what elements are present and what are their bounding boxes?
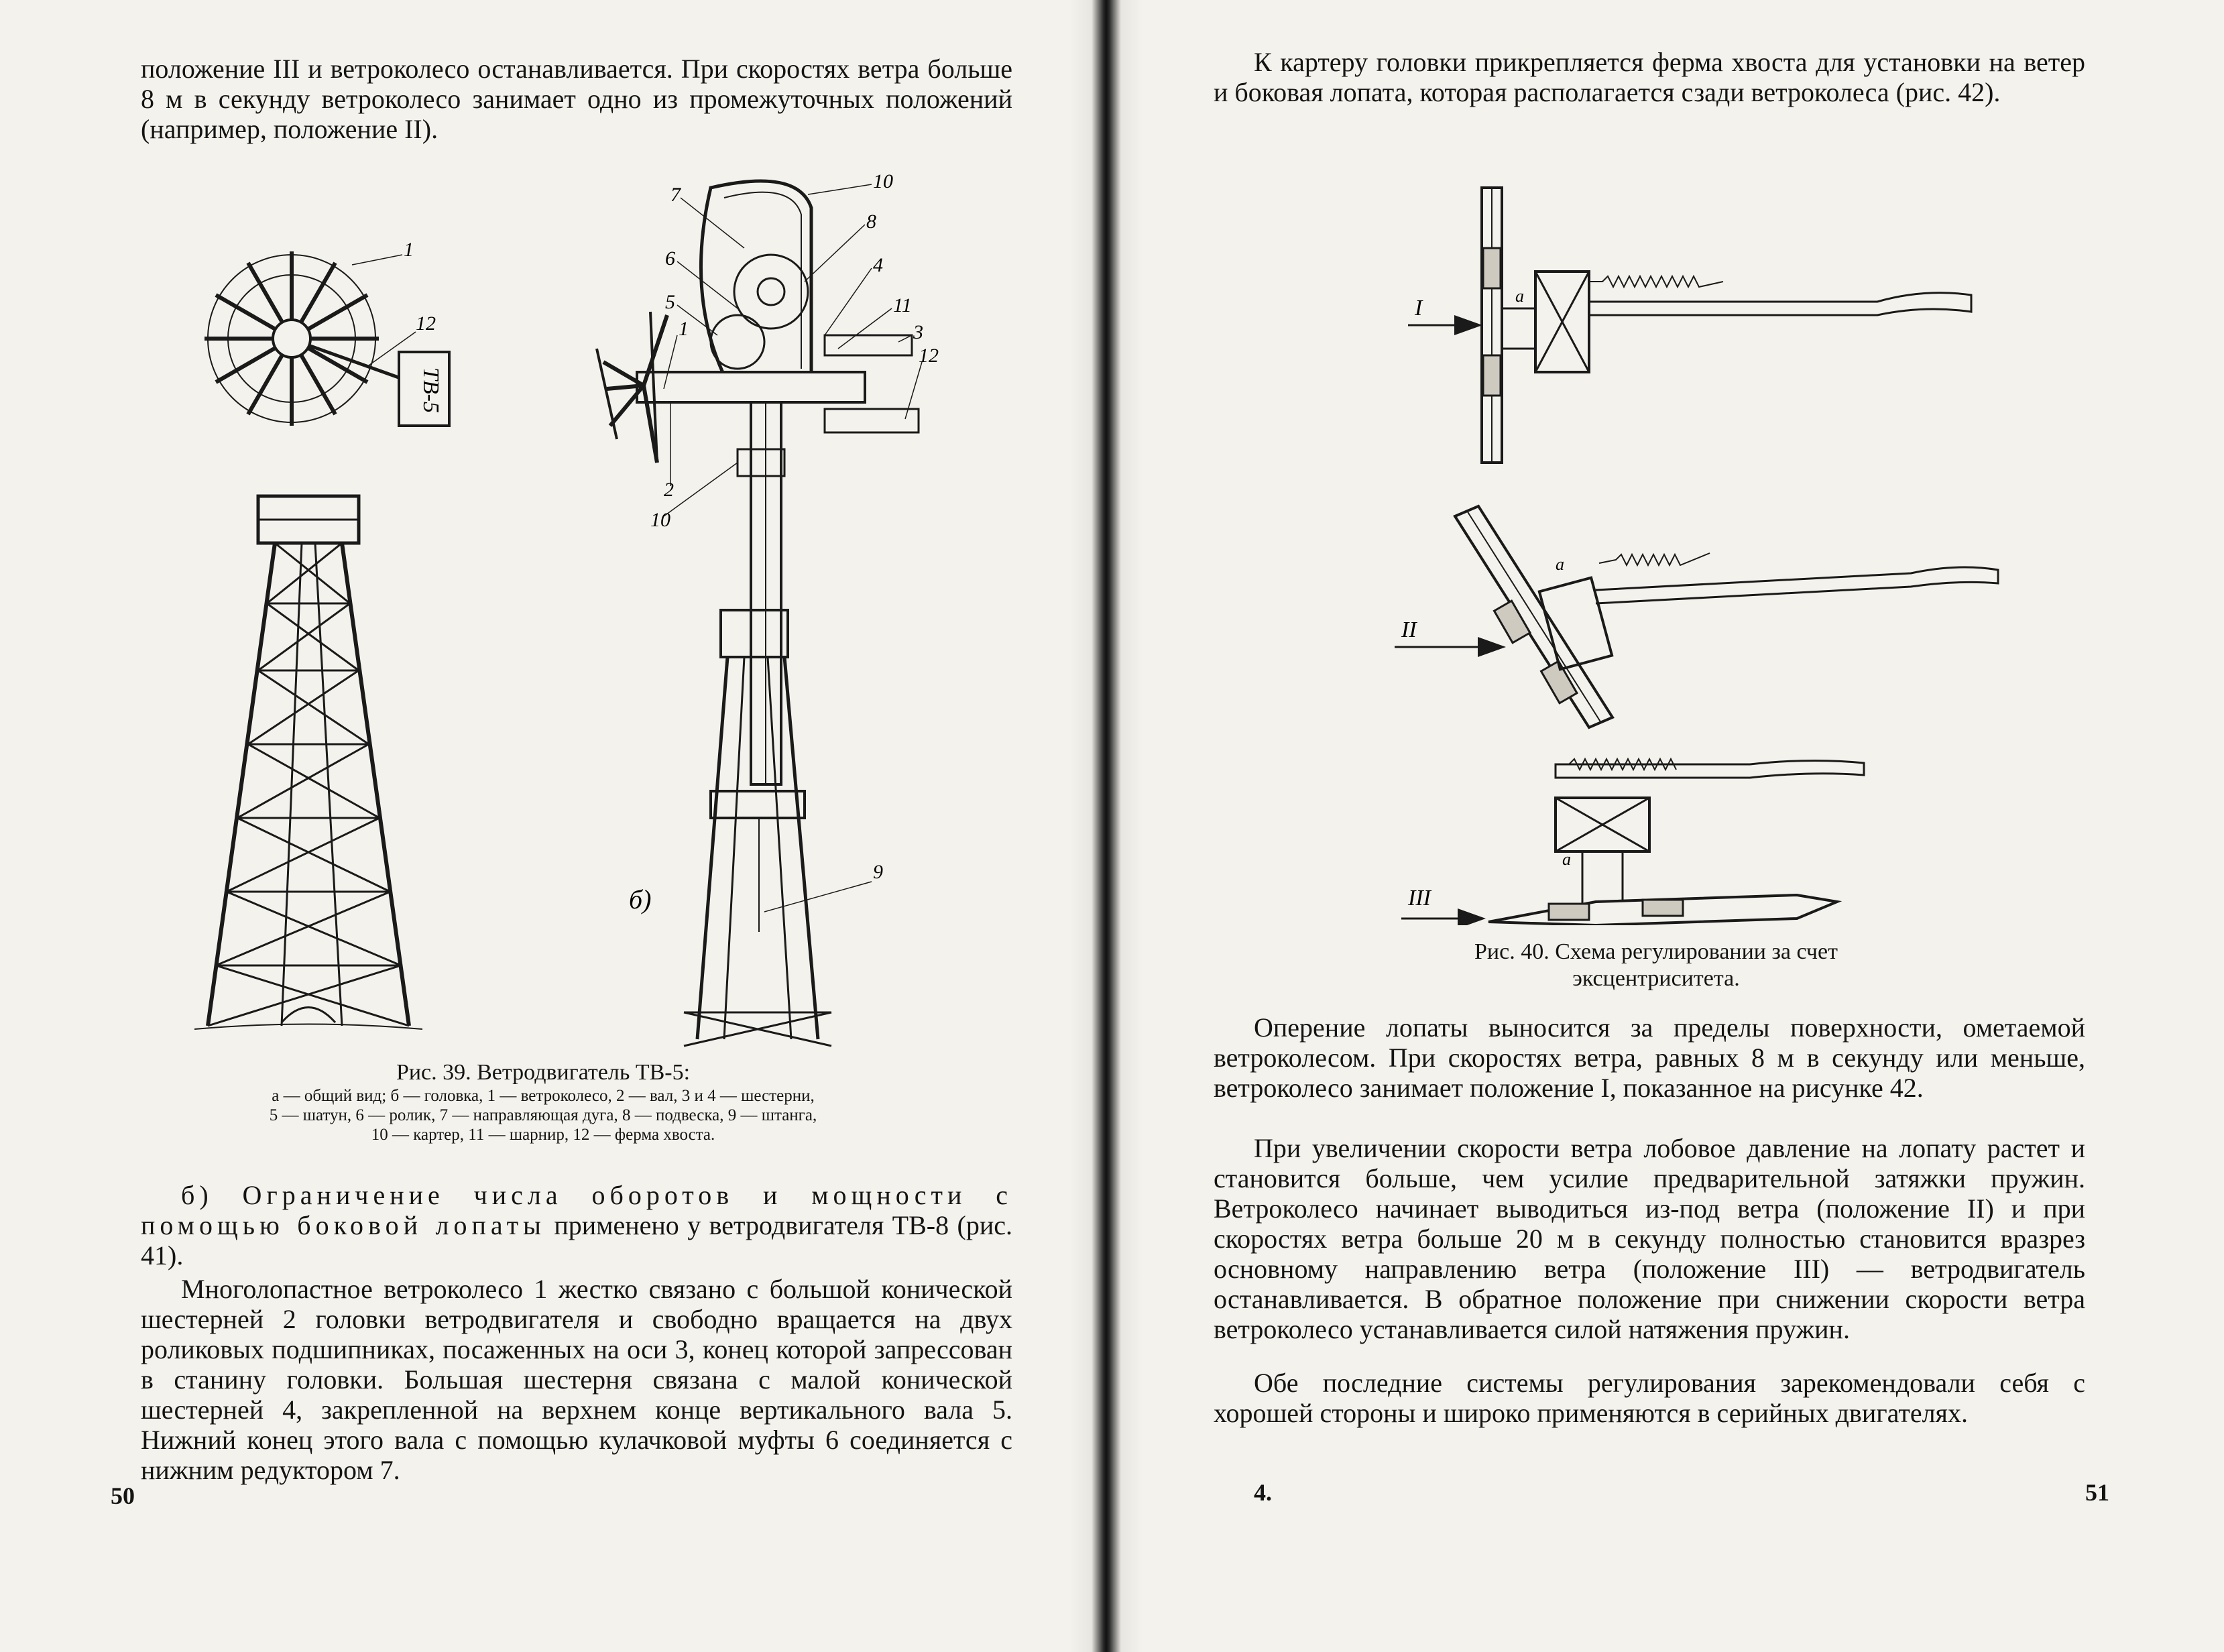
fig39b-label-8: 8: [866, 211, 876, 233]
figure-39b-head: [583, 168, 959, 1059]
right-page: [1113, 0, 2224, 1652]
figure-39-title: Рис. 39. Ветродвигатель ТВ-5:: [396, 1060, 691, 1085]
section-heading: б) Ограничение числа оборотов и мощности с помощью боковой лопаты: [141, 1180, 1012, 1240]
right-para-top: К картеру головки прикрепляется ферма хвоста для установки на ветер и боковая лопата, которая располагается сзади ветроколеса (рис. 42).: [1214, 47, 2085, 107]
fig40-pos-I: I: [1415, 296, 1423, 320]
fig39b-label-9: 9: [873, 861, 883, 883]
figure-39-legend-1: а — общий вид; б — головка, 1 — ветроколесо, 2 — вал, 3 и 4 — шестерни,: [272, 1087, 815, 1105]
left-section-para: [141, 1180, 1012, 1271]
fig40-ecc-a-3: а: [1562, 849, 1571, 869]
signature-mark: 4.: [1254, 1479, 1272, 1506]
fig39b-label-7: 7: [670, 184, 681, 206]
figure-39a-windmill: [194, 215, 476, 1046]
fig40-ecc-a-2: а: [1556, 554, 1564, 574]
figure-39-legend-2: 5 — шатун, 6 — ролик, 7 — направляющая дуга, 8 — подвеска, 9 — штанга,: [269, 1106, 817, 1124]
figure-39-legend-3: 10 — картер, 11 — шарнир, 12 — ферма хвоста.: [371, 1126, 715, 1144]
fig39b-label-10b: 10: [650, 509, 670, 531]
figure-40-title-line1: Рис. 40. Схема регулировании за счет: [1474, 939, 1838, 964]
fig39a-label-1: 1: [404, 239, 414, 261]
fig39b-label-6: 6: [665, 247, 675, 270]
figure-40-caption: [1415, 939, 1897, 992]
fig39b-label-12: 12: [919, 345, 939, 367]
page-number-left: 50: [111, 1482, 135, 1509]
right-para-3: Обе последние системы регулирования зарекомендовали себя с хорошей стороны и широко применяются в серийных двигателях.: [1214, 1368, 2085, 1428]
right-para-2: При увеличении скорости ветра лобовое давление на лопату растет и становится больше, чем усилие предварительной затяжки пружин. Ветроколесо начинает выводиться из-под ветра (положение II) и при скоростях ветра больше 20 м в секунду полностью становится вразрез основному направлению ветра (положение III) — ветродвигатель останавливается. В обратное положение при снижении скорости ветра ветроколесо устанавливается силой натяжения пружин.: [1214, 1133, 2085, 1344]
fig39b-label-3: 3: [913, 321, 923, 343]
figure-40-scheme: [1395, 181, 2065, 925]
right-para-1: Оперение лопаты выносится за пределы поверхности, ометаемой ветроколесом. При скоростях ветра, равных 8 м в секунду или меньше, ветроколесо занимает положение I, показанное на рисунке 42.: [1214, 1012, 2085, 1103]
left-para-body: Многолопастное ветроколесо 1 жестко связано с большой конической шестерней 2 головки ветродвигателя и свободно вращается на двух роликовых подшипниках, посаженных на оси 3, конец которой запрессован в станину головки. Большая шестерня связана с малой конической шестерней 4, закрепленной на верхнем конце вертикального вала 5. Нижний конец этого вала с помощью кулачковой муфты 6 соединяется с нижним редуктором 7.: [141, 1274, 1012, 1485]
fig39b-sublabel: б): [629, 884, 652, 914]
page-number-right: 51: [2085, 1479, 2109, 1506]
left-para-top: положение III и ветроколесо останавливается. При скоростях ветра больше 8 м в секунду ветроколесо занимает одно из промежуточных положений (например, положение II).: [141, 54, 1012, 144]
section-heading-tail: применено у ветродвигателя ТВ-8 (рис. 41).: [141, 1210, 1012, 1271]
fig39b-label-10a: 10: [873, 170, 893, 192]
fig39a-label-12: 12: [416, 312, 436, 335]
fig39b-label-1: 1: [679, 318, 689, 340]
fig40-pos-II: II: [1401, 617, 1417, 642]
fig40-pos-III: III: [1408, 886, 1431, 910]
fig40-ecc-a-1: а: [1515, 286, 1524, 306]
figure-39-caption: [154, 1059, 932, 1144]
figure-40-title-line2: эксцентриситета.: [1572, 966, 1740, 991]
fig39b-label-11: 11: [893, 294, 912, 316]
tail-vane-sign: ТВ-5: [418, 367, 443, 413]
fig39b-label-2: 2: [664, 479, 674, 501]
left-page: [0, 0, 1100, 1652]
fig39b-label-4: 4: [873, 254, 883, 276]
fig39b-label-5: 5: [665, 291, 675, 313]
